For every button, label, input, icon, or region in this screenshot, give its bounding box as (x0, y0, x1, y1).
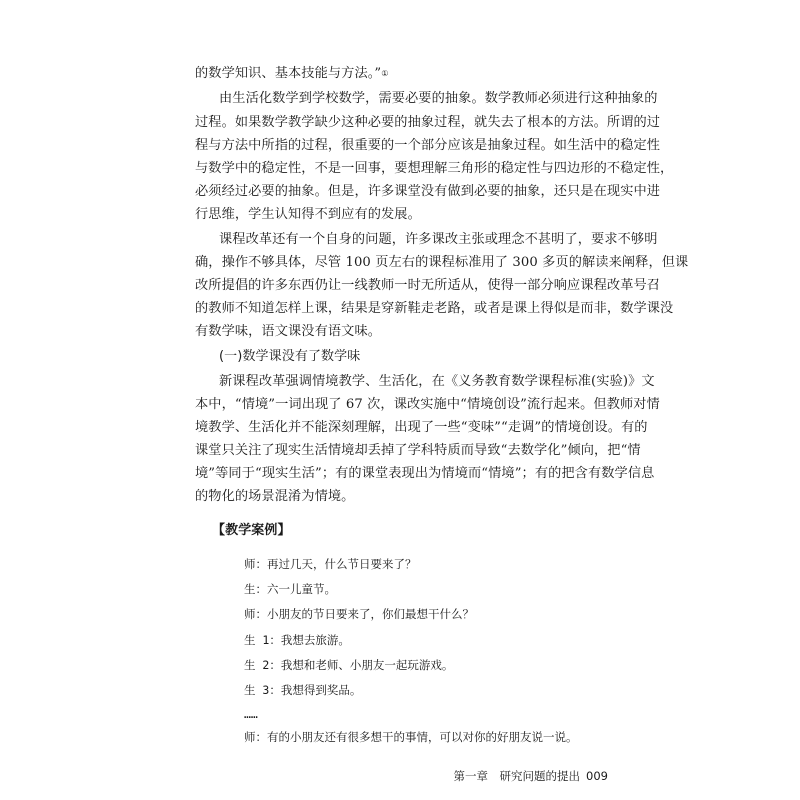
body-line: 有数学味，语文课没有语文味。 (195, 324, 382, 339)
body-line: 改所提倡的许多东西仍让一线教师一时无所适从，使得一部分响应课程改革号召 (195, 278, 661, 293)
running-footer (448, 768, 608, 784)
body-line: 课堂只关注了现实生活情境却丢掉了学科特质而导致“去数学化”倾向，把“情 (195, 443, 641, 458)
dialog-line: 生：六一儿童节。 (244, 582, 336, 596)
dialog-line: 师：小朋友的节日要来了，你们最想干什么？ (244, 607, 474, 621)
chapter-title: 第一章 研究问题的提出 (453, 769, 581, 783)
footnote-marker: ① (381, 69, 389, 78)
body-line: 新课程改革强调情境教学、生活化，在《义务教育数学课程标准(实验)》文 (219, 374, 655, 389)
dialog-line: …… (244, 707, 258, 721)
body-line: 确，操作不够具体，尽管 100 页左右的课程标准用了 300 多页的解读来阐释，但课 (195, 255, 689, 270)
dialog-line: 师：再过几天，什么节日要来了？ (244, 557, 417, 571)
body-line (195, 66, 615, 82)
body-line: 本中，“情境”一词出现了 67 次，课改实施中“情境创设”流行起来。但教师对情 (195, 397, 660, 412)
dialog-line: 生 1：我想去旅游。 (244, 633, 350, 647)
body-line: 境教学、生活化并不能深刻理解，出现了一些“变味”“走调”的情境创设。有的 (195, 420, 648, 435)
dialog-line: 师：有的小朋友还有很多想干的事情，可以对你的好朋友说一说。 (244, 730, 578, 744)
body-line: 行思维，学生认知得不到应有的发展。 (195, 207, 421, 222)
body-line: 境”等同于“现实生活”；有的课堂表现出为情境而“情境”；有的把含有数学信息 (195, 466, 655, 481)
body-line: 必须经过必要的抽象。但是，许多课堂没有做到必要的抽象，还只是在现实中进 (195, 184, 661, 199)
case-title: 【教学案例】 (212, 523, 291, 538)
body-line: 过程。如果数学教学缺少这种必要的抽象过程，就失去了根本的方法。所谓的过 (195, 115, 661, 130)
dialog-line: 生 3：我想得到奖品。 (244, 683, 362, 697)
section-heading: (一)数学课没有了数学味 (219, 349, 361, 364)
body-line: 的教师不知道怎样上课，结果是穿新鞋走老路，或者是课上得似是而非，数学课没 (195, 301, 674, 316)
body-line: 与数学中的稳定性，不是一回事，要想理解三角形的稳定性与四边形的不稳定性， (195, 161, 674, 176)
body-line: 课程改革还有一个自身的问题，许多课改主张或理念不甚明了，要求不够明 (219, 232, 658, 247)
dialog-line: 生 2：我想和老师、小朋友一起玩游戏。 (244, 658, 454, 672)
body-line: 由生活化数学到学校数学，需要必要的抽象。数学教师必须进行这种抽象的 (219, 91, 658, 106)
body-line: 程与方法中所指的过程，很重要的一个部分应该是抽象过程。如生活中的稳定性 (195, 138, 661, 153)
body-line: 的物化的场景混淆为情境。 (195, 489, 355, 504)
page-number: 009 (586, 769, 608, 783)
body-text: 的数学知识、基本技能与方法。” (195, 66, 382, 81)
